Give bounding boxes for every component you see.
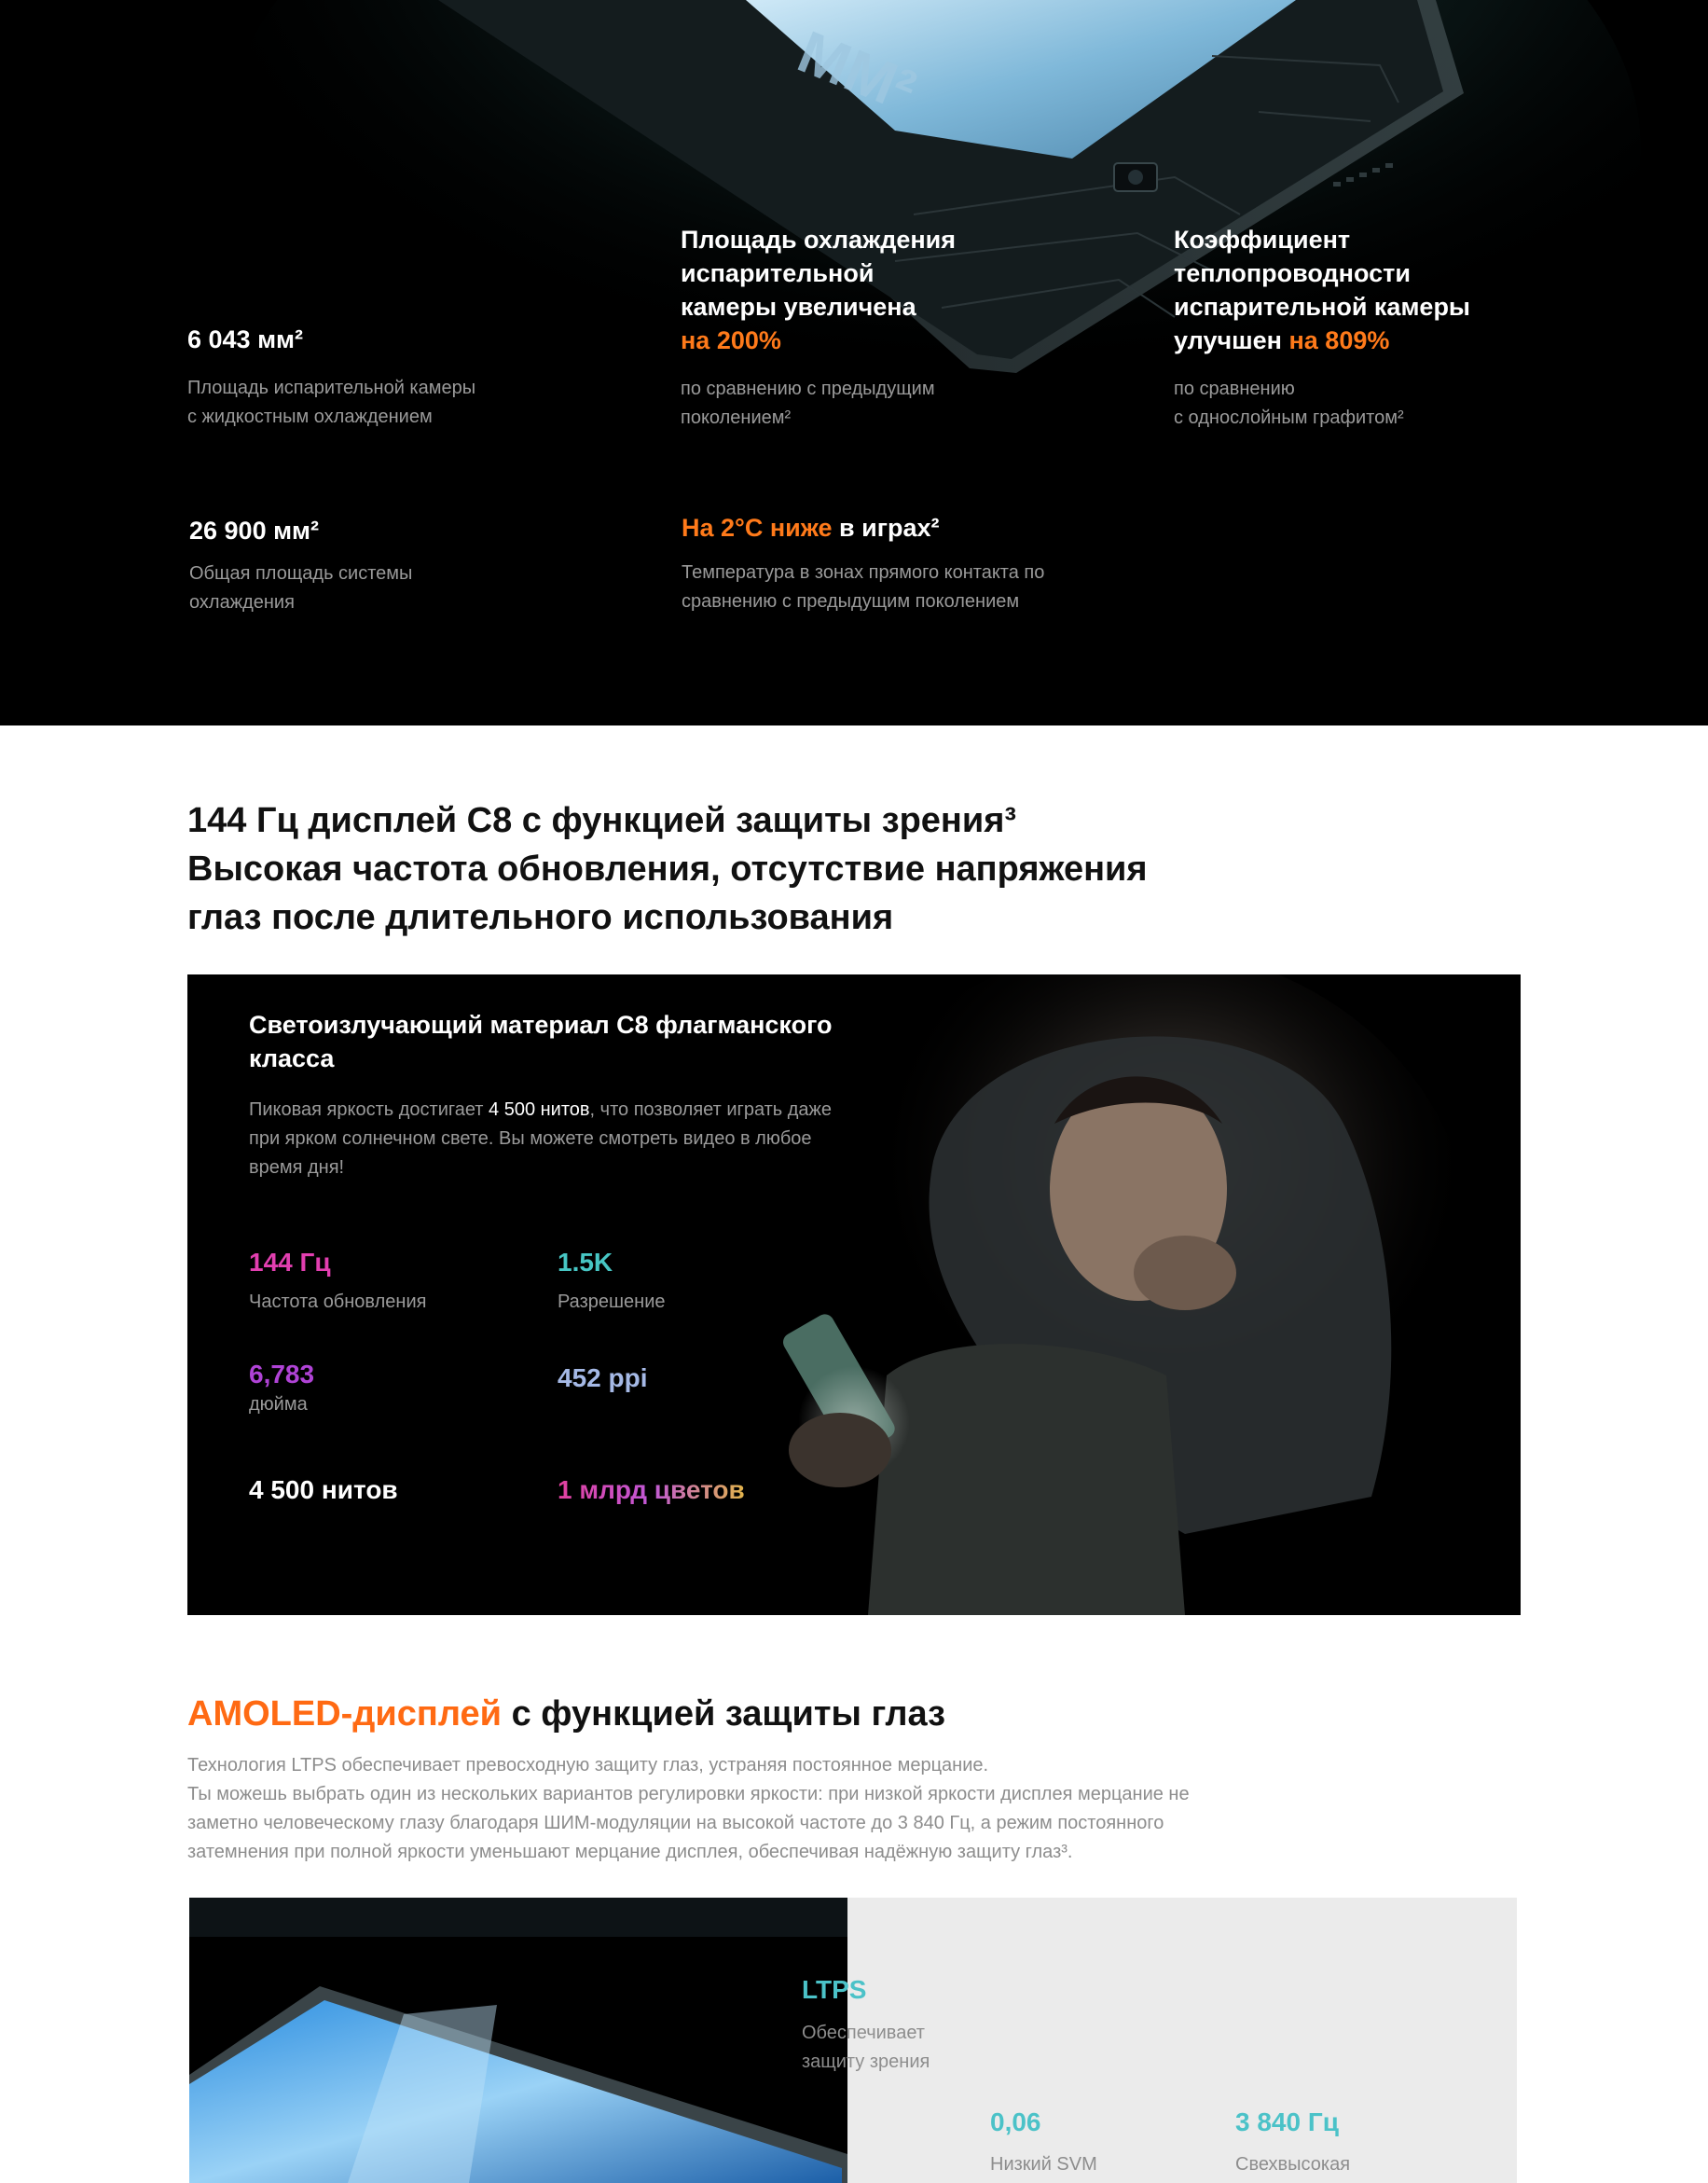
stat-desc xyxy=(682,559,1129,616)
card-description xyxy=(249,1096,846,1182)
amoled-paragraph-line: заметно человеческому глазу благодаря ШИМ-модуляции на высокой частоте до 3 840 Гц, а режим постоянного xyxy=(187,1813,1164,1833)
ltps-title: LTPS xyxy=(802,1975,867,2004)
stat-title-line: Площадь охлаждения xyxy=(681,226,957,254)
stat-desc-line: по сравнению с предыдущим xyxy=(681,379,935,399)
pwm-label: Свехвысокая xyxy=(1235,2154,1351,2175)
spec-resolution xyxy=(558,1246,666,1315)
amoled-headline-accent: AMOLED-дисплей xyxy=(187,1694,503,1734)
spec-brightness xyxy=(249,1473,398,1507)
card-desc-text: , что позволяет играть даже при ярком солнечном свете. Вы можете смотреть видео в любое время дня! xyxy=(249,1099,833,1178)
cooling-stat-conductivity xyxy=(1174,223,1565,433)
stat-desc xyxy=(189,560,544,617)
amoled-paragraph-line: Ты можешь выбрать один из нескольких вариантов регулировки яркости: при низкой яркости дисплея мерцание не xyxy=(187,1784,1190,1804)
cooling-stat-area-increase xyxy=(681,223,1035,433)
chamber-mark-text: MM² xyxy=(789,18,926,125)
stat-accent: на 809% xyxy=(1288,326,1390,354)
stat-title xyxy=(1174,223,1565,357)
ltps-desc-line: Обеспечивает xyxy=(802,2023,925,2043)
cooling-stat-vapor-area xyxy=(187,323,542,432)
spec-value: 6,783 xyxy=(249,1360,315,1389)
cooling-stat-temperature xyxy=(682,511,1129,616)
stat-title-line: теплопроводности xyxy=(1174,259,1411,287)
spec-screen-size xyxy=(249,1358,314,1417)
stat-desc-line: Температура в зонах прямого контакта по xyxy=(682,562,1045,583)
stat-title: 6 043 мм² xyxy=(187,325,304,353)
stat-title-line xyxy=(1174,324,1565,357)
stat-title-plain: в играх² xyxy=(832,514,940,542)
ltps-desc-line: защиту зрения xyxy=(802,2052,930,2072)
cooling-section xyxy=(0,0,1708,725)
ltps-description xyxy=(802,2019,988,2077)
amoled-paragraph-line: затемнения при полной яркости уменьшают мерцание дисплея, обеспечивая надёжную защиту глаз³. xyxy=(187,1842,1073,1862)
spec-refresh-rate xyxy=(249,1246,426,1315)
stat-desc-line: с жидкостным охлаждением xyxy=(187,407,433,427)
stat-desc-line: с однослойным графитом² xyxy=(1174,408,1404,428)
stat-desc-line: Площадь испарительной камеры xyxy=(187,378,476,398)
stat-title: 26 900 мм² xyxy=(189,517,320,545)
stat-title-line: испарительной камеры xyxy=(1174,293,1470,321)
svm-value: 0,06 xyxy=(990,2107,1041,2136)
display-headline-line: глаз после длительного использования xyxy=(187,898,894,937)
stat-desc xyxy=(187,374,542,432)
pwm-value: 3 840 Гц xyxy=(1235,2107,1339,2136)
card-desc-highlight: 4 500 нитов xyxy=(489,1099,590,1120)
amoled-description xyxy=(187,1751,1260,1867)
display-headline xyxy=(187,796,1306,942)
stat-title xyxy=(682,511,1129,545)
spec-label: Частота обновления xyxy=(249,1292,427,1312)
spec-value: 144 Гц xyxy=(249,1248,331,1277)
stat-desc-line: охлаждения xyxy=(189,592,295,613)
amoled-headline xyxy=(187,1690,945,1738)
display-headline-line: Высокая частота обновления, отсутствие напряжения xyxy=(187,850,1148,889)
spec-colors xyxy=(558,1473,745,1507)
stat-desc-line: сравнению с предыдущим поколением xyxy=(682,591,1020,612)
spec-label: Разрешение xyxy=(558,1292,666,1312)
spec-value: 1 млрд цветов xyxy=(558,1473,745,1507)
stat-accent: На 2°C ниже xyxy=(682,514,833,542)
spec-label: дюйма xyxy=(249,1394,308,1415)
tablet-screen-image xyxy=(189,1898,847,2183)
stat-title-plain: улучшен xyxy=(1174,326,1289,354)
stat-title xyxy=(681,223,1035,357)
svm-label: Низкий SVM xyxy=(990,2154,1097,2175)
spec-value: 1.5K xyxy=(558,1248,613,1277)
stat-title-line: Коэффициент xyxy=(1174,226,1351,254)
stat-desc-line: по сравнению xyxy=(1174,379,1295,399)
amoled-paragraph: Технология LTPS обеспечивает превосходную защиту глаз, устраняя постоянное мерцание. xyxy=(187,1755,989,1775)
stat-title-line: испарительной xyxy=(681,259,875,287)
display-feature-card xyxy=(187,974,1521,1615)
card-desc-text: Пиковая яркость достигает xyxy=(249,1099,489,1120)
stat-accent: на 200% xyxy=(681,326,781,354)
spec-value: 452 ppi xyxy=(558,1363,648,1392)
stat-desc-line: Общая площадь системы xyxy=(189,563,413,584)
display-headline-accent: 144 Гц дисплей C8 с функцией защиты зрения³ xyxy=(187,801,1017,840)
card-title: Светоизлучающий материал C8 флагманского класса xyxy=(249,1011,833,1072)
cooling-stat-total-area xyxy=(189,514,544,617)
stat-desc xyxy=(1174,375,1565,433)
stat-desc-line: поколением² xyxy=(681,408,792,428)
spec-value: 4 500 нитов xyxy=(249,1475,398,1504)
stat-title-line: камеры увеличена xyxy=(681,293,916,321)
spec-ppi xyxy=(558,1361,647,1395)
amoled-headline-rest: с функцией защиты глаз xyxy=(502,1694,945,1734)
stat-desc xyxy=(681,375,1035,433)
amoled-image-area xyxy=(189,1898,847,2183)
